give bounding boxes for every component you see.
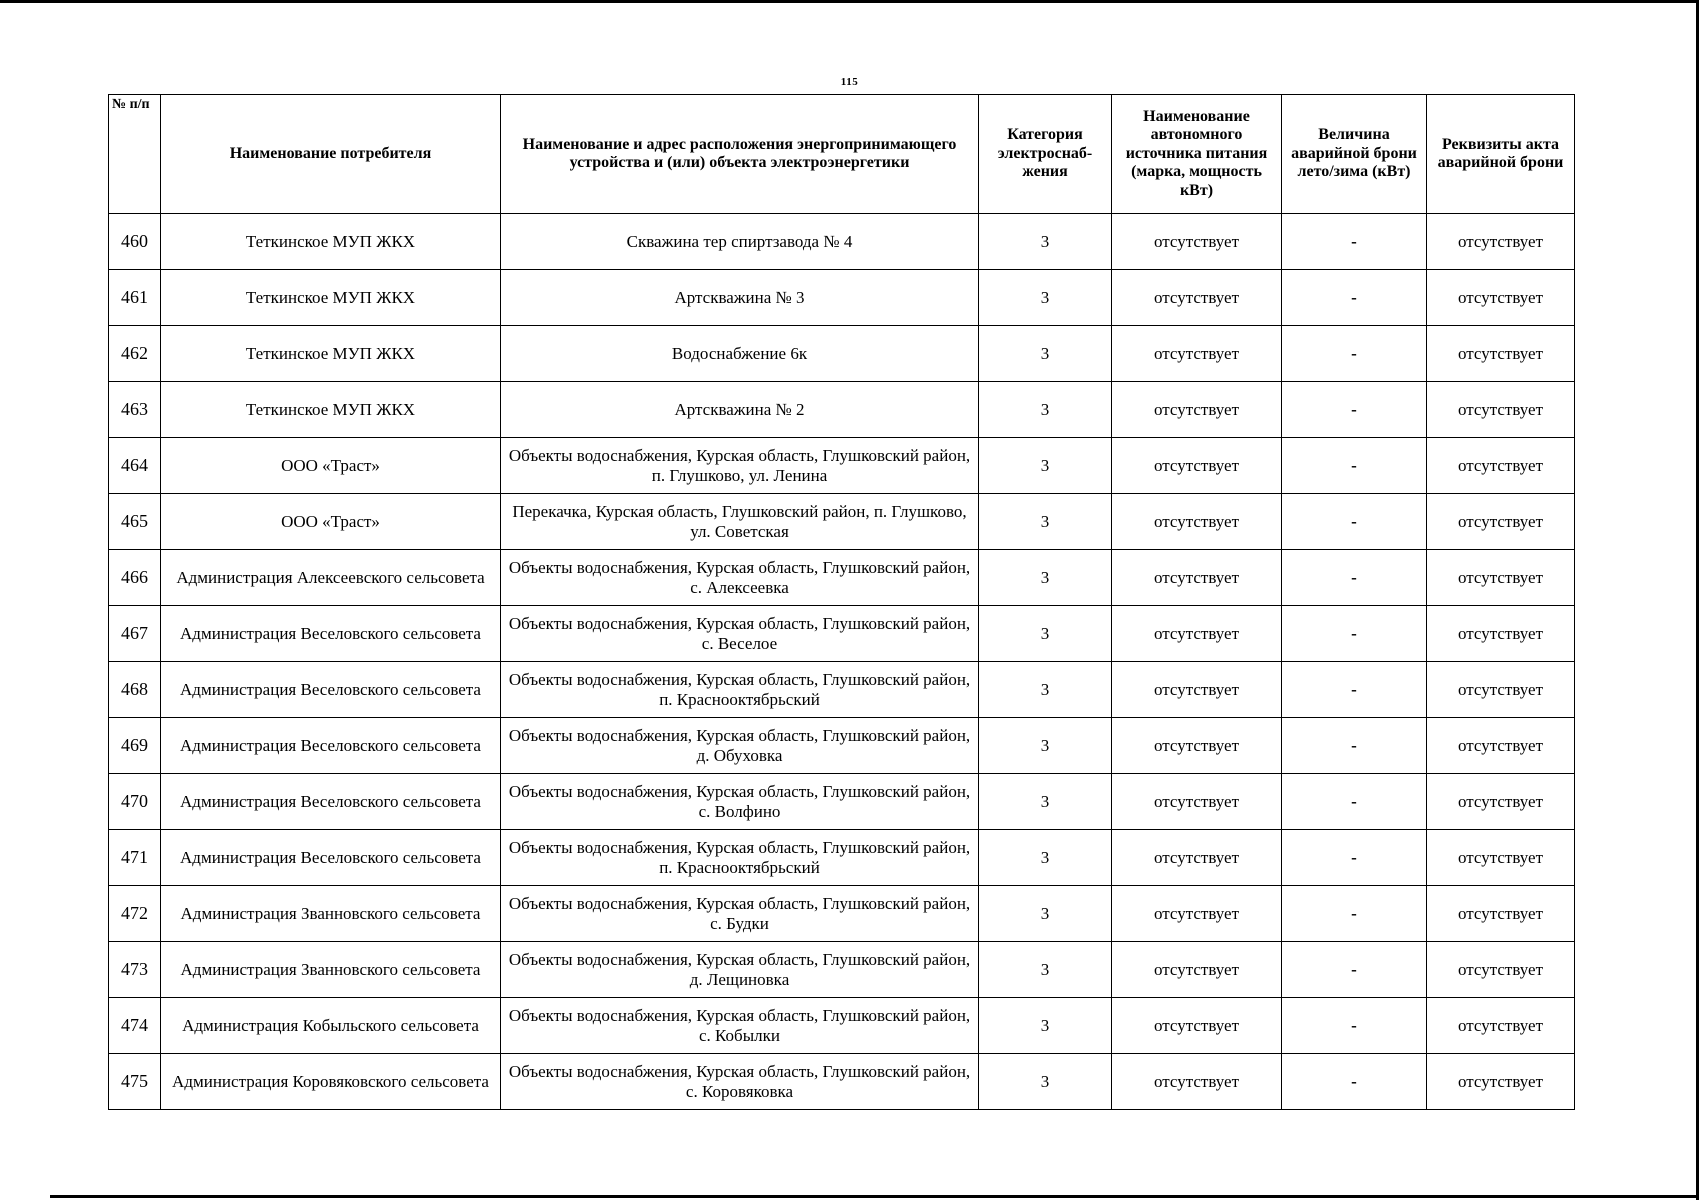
page-number: 115 — [840, 76, 859, 88]
cell-act: отсутствует — [1427, 662, 1575, 718]
cell-act: отсутствует — [1427, 718, 1575, 774]
cell-act: отсутствует — [1427, 942, 1575, 998]
cell-reserve: - — [1282, 998, 1427, 1054]
cell-object: Скважина тер спиртзавода № 4 — [501, 214, 979, 270]
cell-object: Объекты водоснабжения, Курская область, Глушковский район, с. Кобылки — [501, 998, 979, 1054]
page-border-bottom — [50, 1195, 1699, 1198]
cell-act: отсутствует — [1427, 830, 1575, 886]
table-row — [109, 550, 1575, 606]
cell-num: 464 — [109, 438, 161, 494]
cell-category: 3 — [979, 774, 1112, 830]
cell-source: отсутствует — [1112, 942, 1282, 998]
cell-consumer: Администрация Алексеевского сельсовета — [161, 550, 501, 606]
cell-reserve: - — [1282, 830, 1427, 886]
cell-category: 3 — [979, 606, 1112, 662]
cell-num: 472 — [109, 886, 161, 942]
cell-category: 3 — [979, 998, 1112, 1054]
cell-act: отсутствует — [1427, 606, 1575, 662]
cell-act: отсутствует — [1427, 1054, 1575, 1110]
cell-act: отсутствует — [1427, 998, 1575, 1054]
table-row — [109, 942, 1575, 998]
table-row — [109, 998, 1575, 1054]
cell-category: 3 — [979, 550, 1112, 606]
cell-category: 3 — [979, 830, 1112, 886]
cell-object: Объекты водоснабжения, Курская область, Глушковский район, д. Лещиновка — [501, 942, 979, 998]
cell-consumer: Теткинское МУП ЖКХ — [161, 214, 501, 270]
reservation-table — [108, 94, 1575, 1110]
cell-category: 3 — [979, 326, 1112, 382]
cell-consumer: Теткинское МУП ЖКХ — [161, 326, 501, 382]
cell-consumer: Администрация Кобыльского сельсовета — [161, 998, 501, 1054]
cell-num: 463 — [109, 382, 161, 438]
cell-consumer: Теткинское МУП ЖКХ — [161, 270, 501, 326]
cell-source: отсутствует — [1112, 662, 1282, 718]
page-border-top — [0, 0, 1699, 3]
cell-object: Перекачка, Курская область, Глушковский район, п. Глушково, ул. Советская — [501, 494, 979, 550]
cell-reserve: - — [1282, 382, 1427, 438]
cell-consumer: Администрация Веселовского сельсовета — [161, 662, 501, 718]
header-source: Наименование автономного источника питания (марка, мощность кВт) — [1112, 95, 1282, 214]
cell-object: Артскважина № 3 — [501, 270, 979, 326]
cell-num: 465 — [109, 494, 161, 550]
cell-object: Артскважина № 2 — [501, 382, 979, 438]
cell-reserve: - — [1282, 494, 1427, 550]
cell-act: отсутствует — [1427, 214, 1575, 270]
cell-consumer: Администрация Коровяковского сельсовета — [161, 1054, 501, 1110]
cell-object: Объекты водоснабжения, Курская область, Глушковский район, с. Алексеевка — [501, 550, 979, 606]
cell-num: 471 — [109, 830, 161, 886]
header-object: Наименование и адрес расположения энергопринимающего устройства и (или) объекта электроэнергетики — [501, 95, 979, 214]
cell-reserve: - — [1282, 270, 1427, 326]
table-row — [109, 326, 1575, 382]
cell-act: отсутствует — [1427, 774, 1575, 830]
cell-category: 3 — [979, 886, 1112, 942]
cell-source: отсутствует — [1112, 326, 1282, 382]
cell-num: 466 — [109, 550, 161, 606]
cell-source: отсутствует — [1112, 438, 1282, 494]
cell-source: отсутствует — [1112, 998, 1282, 1054]
cell-object: Объекты водоснабжения, Курская область, Глушковский район, п. Краснооктябрьский — [501, 830, 979, 886]
table-row — [109, 494, 1575, 550]
header-num: № п/п — [109, 95, 161, 214]
table-row — [109, 774, 1575, 830]
cell-act: отсутствует — [1427, 494, 1575, 550]
cell-reserve: - — [1282, 606, 1427, 662]
cell-consumer: Администрация Званновского сельсовета — [161, 942, 501, 998]
cell-source: отсутствует — [1112, 830, 1282, 886]
cell-reserve: - — [1282, 942, 1427, 998]
cell-reserve: - — [1282, 326, 1427, 382]
cell-num: 473 — [109, 942, 161, 998]
cell-category: 3 — [979, 494, 1112, 550]
cell-category: 3 — [979, 270, 1112, 326]
table-row — [109, 830, 1575, 886]
table-row — [109, 382, 1575, 438]
cell-category: 3 — [979, 382, 1112, 438]
cell-num: 467 — [109, 606, 161, 662]
cell-consumer: Администрация Веселовского сельсовета — [161, 718, 501, 774]
cell-category: 3 — [979, 438, 1112, 494]
cell-reserve: - — [1282, 214, 1427, 270]
cell-consumer: Администрация Веселовского сельсовета — [161, 830, 501, 886]
cell-reserve: - — [1282, 1054, 1427, 1110]
cell-source: отсутствует — [1112, 718, 1282, 774]
cell-act: отсутствует — [1427, 886, 1575, 942]
header-reserve: Величина аварийной брони лето/зима (кВт) — [1282, 95, 1427, 214]
table-row — [109, 662, 1575, 718]
cell-source: отсутствует — [1112, 1054, 1282, 1110]
cell-reserve: - — [1282, 718, 1427, 774]
cell-consumer: Администрация Веселовского сельсовета — [161, 774, 501, 830]
cell-object: Объекты водоснабжения, Курская область, Глушковский район, д. Обуховка — [501, 718, 979, 774]
cell-category: 3 — [979, 718, 1112, 774]
cell-num: 475 — [109, 1054, 161, 1110]
cell-act: отсутствует — [1427, 270, 1575, 326]
header-act: Реквизиты акта аварийной брони — [1427, 95, 1575, 214]
cell-source: отсутствует — [1112, 382, 1282, 438]
cell-num: 468 — [109, 662, 161, 718]
cell-num: 474 — [109, 998, 161, 1054]
header-category: Категория электроснаб-жения — [979, 95, 1112, 214]
table-row — [109, 1054, 1575, 1110]
table-row — [109, 270, 1575, 326]
cell-category: 3 — [979, 662, 1112, 718]
cell-consumer: ООО «Траст» — [161, 494, 501, 550]
cell-object: Водоснабжение 6к — [501, 326, 979, 382]
cell-category: 3 — [979, 1054, 1112, 1110]
cell-reserve: - — [1282, 774, 1427, 830]
cell-object: Объекты водоснабжения, Курская область, Глушковский район, с. Веселое — [501, 606, 979, 662]
table-row — [109, 214, 1575, 270]
cell-source: отсутствует — [1112, 214, 1282, 270]
table-row — [109, 438, 1575, 494]
cell-reserve: - — [1282, 886, 1427, 942]
cell-consumer: Администрация Веселовского сельсовета — [161, 606, 501, 662]
cell-source: отсутствует — [1112, 494, 1282, 550]
cell-act: отсутствует — [1427, 382, 1575, 438]
table-row — [109, 718, 1575, 774]
cell-source: отсутствует — [1112, 606, 1282, 662]
cell-reserve: - — [1282, 438, 1427, 494]
cell-consumer: Администрация Званновского сельсовета — [161, 886, 501, 942]
table-row — [109, 606, 1575, 662]
table-row — [109, 886, 1575, 942]
cell-act: отсутствует — [1427, 326, 1575, 382]
cell-object: Объекты водоснабжения, Курская область, Глушковский район, с. Будки — [501, 886, 979, 942]
cell-source: отсутствует — [1112, 774, 1282, 830]
cell-reserve: - — [1282, 662, 1427, 718]
cell-act: отсутствует — [1427, 438, 1575, 494]
cell-object: Объекты водоснабжения, Курская область, Глушковский район, с. Коровяковка — [501, 1054, 979, 1110]
cell-reserve: - — [1282, 550, 1427, 606]
cell-object: Объекты водоснабжения, Курская область, Глушковский район, с. Волфино — [501, 774, 979, 830]
cell-category: 3 — [979, 942, 1112, 998]
cell-source: отсутствует — [1112, 550, 1282, 606]
cell-consumer: ООО «Траст» — [161, 438, 501, 494]
cell-source: отсутствует — [1112, 886, 1282, 942]
cell-act: отсутствует — [1427, 550, 1575, 606]
cell-num: 462 — [109, 326, 161, 382]
table-header-row — [109, 95, 1575, 214]
cell-consumer: Теткинское МУП ЖКХ — [161, 382, 501, 438]
cell-num: 461 — [109, 270, 161, 326]
cell-num: 469 — [109, 718, 161, 774]
cell-num: 470 — [109, 774, 161, 830]
cell-object: Объекты водоснабжения, Курская область, Глушковский район, п. Глушково, ул. Ленина — [501, 438, 979, 494]
cell-category: 3 — [979, 214, 1112, 270]
cell-num: 460 — [109, 214, 161, 270]
header-consumer: Наименование потребителя — [161, 95, 501, 214]
cell-source: отсутствует — [1112, 270, 1282, 326]
cell-object: Объекты водоснабжения, Курская область, Глушковский район, п. Краснооктябрьский — [501, 662, 979, 718]
